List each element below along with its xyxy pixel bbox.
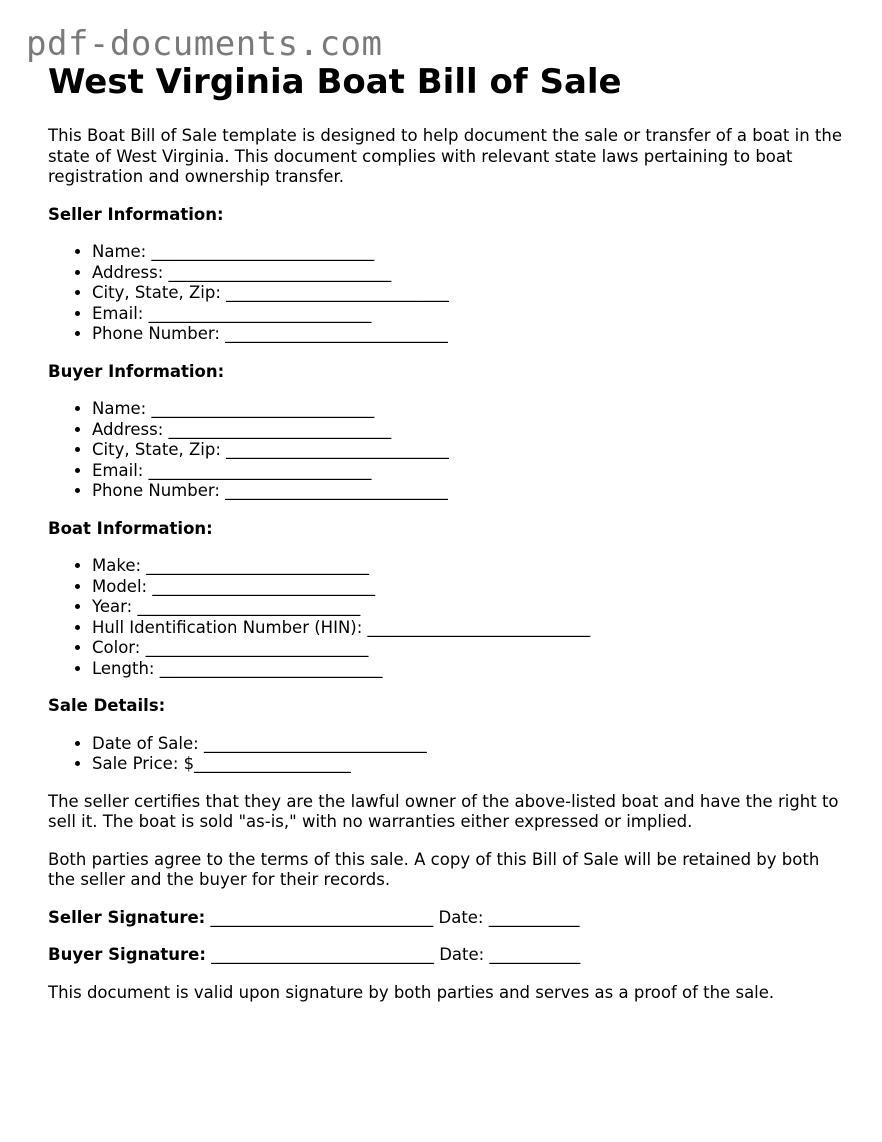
- buyer-phone-field[interactable]: [92, 481, 848, 502]
- buyer-signature-line[interactable]: [48, 945, 848, 966]
- field-label: Phone Number:: [92, 324, 220, 343]
- intro-paragraph: This Boat Bill of Sale template is designed to help document the sale or transfer of a boat in the state of West Virginia. This document complies with relevant state laws pertaining to boat registration and ownership transfer.: [48, 126, 843, 186]
- blank-line: ___________________________: [151, 399, 375, 418]
- date-label: Date:: [438, 907, 484, 927]
- blank-line: ___________________________: [203, 733, 427, 753]
- seller-phone-field[interactable]: [92, 324, 848, 345]
- field-label: Model:: [92, 576, 148, 596]
- seller-email-field[interactable]: [92, 304, 848, 325]
- blank-line: ___________________________: [152, 576, 376, 596]
- blank-line: ___________________________: [146, 556, 370, 575]
- field-label: Email:: [92, 303, 144, 323]
- buyer-section-heading: Buyer Information:: [48, 361, 225, 381]
- seller-city-state-zip-field[interactable]: [92, 283, 848, 304]
- boat-model-field[interactable]: [92, 577, 848, 598]
- boat-length-field[interactable]: [92, 659, 848, 680]
- blank-line: ___________________________: [225, 324, 448, 343]
- sale-section-heading: Sale Details:: [48, 696, 166, 715]
- sale-field-list: [48, 734, 848, 775]
- blank-line: ___________________________: [168, 419, 392, 439]
- signature-blank: ___________________________: [210, 907, 434, 927]
- boat-section-heading: Boat Information:: [48, 518, 213, 538]
- blank-line: ___________________________: [225, 481, 448, 500]
- blank-line: ___________________________: [148, 460, 372, 480]
- closing-paragraph: This document is valid upon signature by both parties and serves as a proof of the sale.: [48, 982, 775, 1002]
- blank-line: ___________________________: [145, 638, 369, 657]
- field-label: Make:: [92, 556, 142, 575]
- seller-signature-label: Seller Signature:: [48, 907, 206, 927]
- field-label: Length:: [92, 658, 155, 678]
- sale-price-field[interactable]: [92, 754, 848, 775]
- buyer-city-state-zip-field[interactable]: [92, 440, 848, 461]
- boat-field-list: [48, 556, 848, 679]
- buyer-field-list: [48, 399, 848, 502]
- watermark-logo: pdf-documents.com: [26, 24, 383, 64]
- buyer-name-field[interactable]: [92, 399, 848, 420]
- buyer-signature-label: Buyer Signature:: [48, 945, 206, 964]
- blank-line: ___________________________: [137, 597, 361, 616]
- blank-line: ___________________________: [151, 242, 375, 261]
- field-label: Address:: [92, 262, 164, 282]
- seller-field-list: [48, 242, 848, 345]
- field-label: Sale Price: $: [92, 754, 195, 773]
- document-body: [48, 60, 848, 1020]
- blank-line: ___________________________: [367, 617, 591, 637]
- seller-section-heading: Seller Information:: [48, 204, 224, 224]
- signature-blank: ___________________________: [211, 945, 434, 964]
- field-label: Name:: [92, 399, 147, 418]
- date-label: Date:: [439, 945, 485, 964]
- blank-line: ___________________________: [226, 440, 449, 459]
- field-label: Phone Number:: [92, 481, 220, 500]
- blank-line: ___________________________: [159, 658, 383, 678]
- sale-date-field[interactable]: [92, 734, 848, 755]
- seller-signature-line[interactable]: [48, 908, 848, 929]
- date-blank: ___________: [488, 907, 580, 927]
- field-label: Name:: [92, 242, 147, 261]
- field-label: Color:: [92, 638, 141, 657]
- buyer-email-field[interactable]: [92, 461, 848, 482]
- boat-hin-field[interactable]: [92, 618, 848, 639]
- seller-name-field[interactable]: [92, 242, 848, 263]
- field-label: Hull Identification Number (HIN):: [92, 617, 363, 637]
- page-title: West Virginia Boat Bill of Sale: [48, 62, 622, 102]
- field-label: City, State, Zip:: [92, 283, 221, 302]
- boat-year-field[interactable]: [92, 597, 848, 618]
- boat-make-field[interactable]: [92, 556, 848, 577]
- blank-line: ___________________________: [226, 283, 449, 302]
- boat-color-field[interactable]: [92, 638, 848, 659]
- field-label: Date of Sale:: [92, 733, 199, 753]
- field-label: City, State, Zip:: [92, 440, 221, 459]
- blank-line: ___________________________: [148, 303, 372, 323]
- agreement-paragraph: Both parties agree to the terms of this sale. A copy of this Bill of Sale will be retained by both the seller and the buyer for their records.: [48, 849, 820, 889]
- field-label: Address:: [92, 419, 164, 439]
- blank-line: ___________________________: [168, 262, 392, 282]
- field-label: Year:: [92, 597, 133, 616]
- buyer-address-field[interactable]: [92, 420, 848, 441]
- seller-address-field[interactable]: [92, 263, 848, 284]
- field-label: Email:: [92, 460, 144, 480]
- date-blank: ___________: [489, 945, 581, 964]
- blank-line: ___________________: [194, 754, 351, 773]
- certification-paragraph: The seller certifies that they are the lawful owner of the above-listed boat and have the right to sell it. The boat is sold "as-is," with no warranties either expressed or implied.: [48, 791, 839, 831]
